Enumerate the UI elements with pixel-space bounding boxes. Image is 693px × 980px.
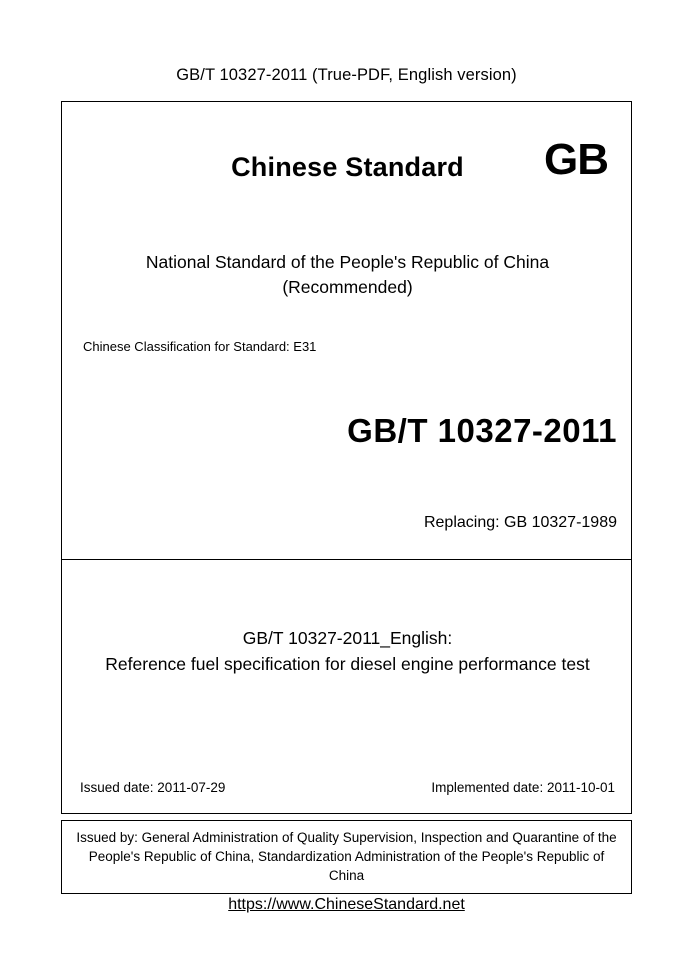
- gb-logo: GB: [544, 135, 608, 184]
- english-title-block: [90, 625, 605, 678]
- replacing-text: Replacing: GB 10327-1989: [423, 514, 617, 531]
- site-link[interactable]: [0, 896, 693, 914]
- classification-text: Chinese Classification for Standard: E31: [83, 339, 317, 354]
- standard-subtitle: [62, 250, 633, 301]
- cover-upper-box: [61, 101, 632, 560]
- issued-date: Issued date: 2011-07-29: [80, 780, 226, 795]
- english-title-label: GB/T 10327-2011_English:: [242, 628, 453, 648]
- cover-lower-box: [61, 560, 632, 814]
- page-title: Chinese Standard: [231, 152, 464, 182]
- standard-number: GB/T 10327-2011: [347, 412, 617, 449]
- date-row: [62, 780, 633, 795]
- subtitle-line-1: National Standard of the People's Republic of China: [145, 252, 550, 272]
- subtitle-line-2: (Recommended): [282, 277, 413, 298]
- implemented-date: Implemented date: 2011-10-01: [431, 780, 615, 795]
- issued-by-box: Issued by: General Administration of Quality Supervision, Inspection and Quarantine of the People's Republic of China, Standardization Administration of the People's Republic of China: [61, 820, 632, 894]
- document-header-title: GB/T 10327-2011 (True-PDF, English version): [176, 66, 517, 84]
- site-link-anchor[interactable]: https://www.ChineseStandard.net: [228, 896, 465, 913]
- english-title-text: Reference fuel specification for diesel engine performance test: [105, 654, 590, 675]
